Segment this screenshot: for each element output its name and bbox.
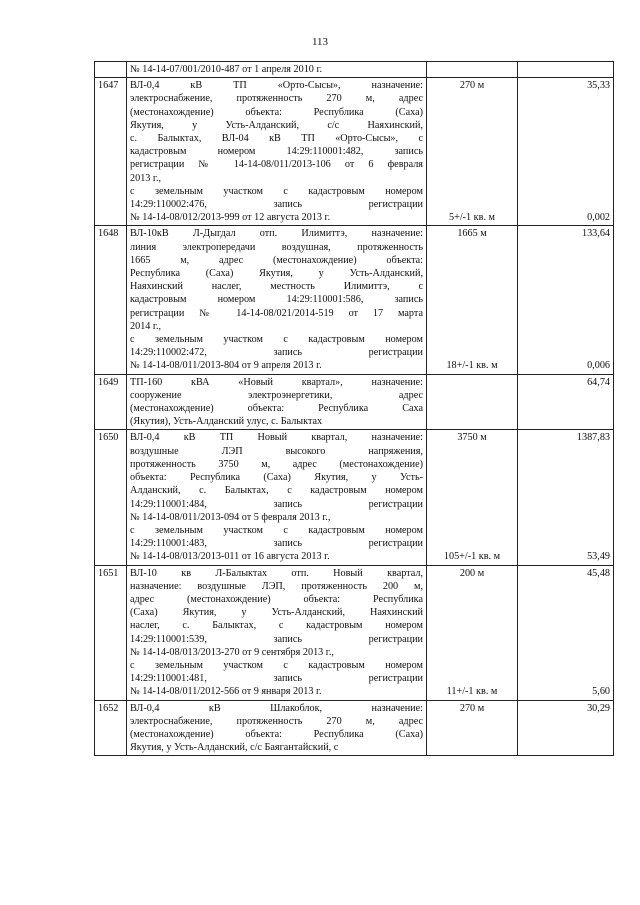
table-row	[95, 62, 614, 78]
object-description	[127, 78, 427, 226]
description-line: № 14-14-07/001/2010-487 от 1 апреля 2010 г.	[130, 64, 323, 75]
table-row	[95, 700, 614, 756]
extent-cell	[427, 430, 518, 565]
extent-land-plot: 105+/-1 кв. м	[443, 551, 501, 563]
description-line: 14:29:110001:483, запись регистрации	[130, 538, 423, 550]
value-land-plot: 0,002	[587, 212, 610, 224]
description-line: с земельным участком с кадастровым номером	[130, 334, 423, 346]
value: 30,29	[587, 702, 610, 714]
row-number	[95, 62, 127, 78]
description-line: 14:29:110001:481, запись регистрации	[130, 673, 423, 685]
description-line: линия электропередачи воздушная, протяженность	[130, 241, 423, 253]
description-line: № 14-14-08/013/2013-270 от 9 сентября 2013 г.,	[130, 646, 334, 658]
description-line: протяженность 3750 м, адрес (местонахождение)	[130, 458, 423, 470]
extent: 1665 м	[457, 228, 487, 240]
description-line: 14:29:110001:539, запись регистрации	[130, 633, 423, 645]
value-cell	[518, 374, 614, 430]
extent-cell	[427, 565, 518, 700]
value-land-plot: 5,60	[592, 686, 610, 698]
value: 133,64	[581, 228, 610, 240]
row-number: 1647	[95, 78, 127, 226]
table-row	[95, 565, 614, 700]
row-number: 1652	[95, 700, 127, 756]
description-line: регистрации № 14-14-08/021/2014-519 от 17 марта	[130, 307, 423, 319]
description-line: ВЛ-10 кв Л-Балыктах отп. Новый квартал,	[130, 567, 423, 579]
description-line: (Якутия), Усть-Алданский улус, с. Балыктах	[130, 416, 323, 428]
value: 1387,83	[576, 432, 610, 444]
description-line: с. Балыктах, ВЛ-04 кВ ТП «Орто-Сысы», с	[130, 133, 423, 145]
description-line: № 14-14-08/011/2013-804 от 9 апреля 2013 г.	[130, 360, 322, 372]
value-land-plot: 0,006	[587, 360, 610, 372]
extent-cell	[427, 700, 518, 756]
description-line: (местонахождение) объекта: Республика (Саха)	[130, 728, 423, 740]
object-description	[127, 565, 427, 700]
value: 45,48	[587, 567, 610, 579]
description-line: № 14-14-08/011/2012-566 от 9 января 2013 г.	[130, 686, 322, 698]
description-line: 2013 г.,	[130, 172, 162, 184]
description-line: ВЛ-0,4 кВ ТП «Орто-Сысы», назначение:	[130, 80, 423, 92]
description-line: Якутия, у Усть-Алданский, с/с Наяхинский,	[130, 119, 423, 131]
table-row	[95, 374, 614, 430]
extent: 270 м	[459, 702, 485, 714]
registry-table	[94, 61, 614, 756]
description-line: наслег, с. Балыктах, с кадастровым номером	[130, 620, 423, 632]
value-cell	[518, 226, 614, 374]
value-land-plot: 53,49	[587, 551, 610, 563]
extent: 200 м	[459, 567, 485, 579]
description-line: ВЛ-0,4 кВ ТП Новый квартал, назначение:	[130, 432, 423, 444]
description-line: сооружение электроэнергетики, адрес	[130, 389, 423, 401]
extent-cell	[427, 62, 518, 78]
description-line: с земельным участком с кадастровым номером	[130, 659, 423, 671]
table-row	[95, 226, 614, 374]
object-description	[127, 700, 427, 756]
extent-land-plot: 5+/-1 кв. м	[448, 212, 495, 224]
registry-body	[95, 62, 614, 756]
table-row	[95, 78, 614, 226]
description-line: электроснабжение, протяженность 270 м, адрес	[130, 715, 423, 727]
description-line: 14:29:110001:484, запись регистрации	[130, 498, 423, 510]
value-cell	[518, 78, 614, 226]
description-line: Наяхинский наслег, местность Илимиттэ, с	[130, 281, 423, 293]
value: 64,74	[587, 376, 610, 388]
extent	[430, 63, 514, 76]
extent-cell	[427, 374, 518, 430]
value-cell	[518, 430, 614, 565]
row-number: 1649	[95, 374, 127, 430]
description-line: кадастровым номером 14:29:110001:482, запись	[130, 146, 423, 158]
row-number: 1650	[95, 430, 127, 565]
description-line: Якутия, у Усть-Алданский, с/с Баягантайский, с	[130, 742, 339, 754]
description-line: Республика (Саха) Якутия, у Усть-Алданский,	[130, 268, 423, 280]
extent: 270 м	[459, 80, 485, 92]
extent: 3750 м	[457, 432, 487, 444]
extent-land-plot: 11+/-1 кв. м	[446, 686, 498, 698]
description-line: (Саха) Якутия, у Усть-Алданский, Наяхинский	[130, 607, 423, 619]
description-line: № 14-14-08/012/2013-999 от 12 августа 2013 г.	[130, 212, 331, 224]
description-line: 1665 м, адрес (местонахождение) объекта:	[130, 254, 423, 266]
extent-land-plot: 18+/-1 кв. м	[446, 360, 498, 372]
object-description	[127, 430, 427, 565]
object-description	[127, 374, 427, 430]
description-line: назначение: воздушные ЛЭП, протяженность 200 м,	[130, 580, 423, 592]
description-line: воздушные ЛЭП высокого напряжения,	[130, 445, 423, 457]
description-line: (местонахождение) объекта: Республика (Саха)	[130, 106, 423, 118]
value	[521, 63, 610, 76]
description-line: ТП-160 кВА «Новый квартал», назначение:	[130, 376, 423, 388]
description-line: адрес (местонахождение) объекта: Республика	[130, 593, 423, 605]
description-line: электроснабжение, протяженность 270 м, адрес	[130, 93, 423, 105]
value-cell	[518, 700, 614, 756]
object-description	[127, 62, 427, 78]
extent-cell	[427, 78, 518, 226]
description-line: (местонахождение) объекта: Республика Саха	[130, 403, 423, 415]
description-line: с земельным участком с кадастровым номером	[130, 185, 423, 197]
page-number: 113	[311, 36, 329, 48]
value-cell	[518, 62, 614, 78]
object-description	[127, 226, 427, 374]
description-line: № 14-14-08/013/2013-011 от 16 августа 2013 г.	[130, 551, 330, 563]
extent	[430, 376, 514, 389]
row-number: 1651	[95, 565, 127, 700]
description-line: № 14-14-08/011/2013-094 от 5 февраля 2013 г.,	[130, 511, 331, 523]
description-line: ВЛ-0,4 кВ Шлакоблок, назначение:	[130, 702, 423, 714]
description-line: кадастровым номером 14:29:110001:586, запись	[130, 294, 423, 306]
row-number: 1648	[95, 226, 127, 374]
description-line: с земельным участком с кадастровым номером	[130, 524, 423, 536]
description-line: 2014 г.,	[130, 320, 162, 332]
description-line: Алданский, с. Балыктах, с кадастровым номером	[130, 485, 423, 497]
table-row	[95, 430, 614, 565]
description-line: ВЛ-10кВ Л-Дыгдал отп. Илимиттэ, назначение:	[130, 228, 423, 240]
description-line: 14:29:110002:472, запись регистрации	[130, 347, 423, 359]
value-cell	[518, 565, 614, 700]
description-line: объекта: Республика (Саха) Якутия, у Усть-	[130, 472, 423, 484]
extent-cell	[427, 226, 518, 374]
description-line: 14:29:110002:476, запись регистрации	[130, 199, 423, 211]
description-line: регистрации № 14-14-08/011/2013-106 от 6 февраля	[130, 159, 423, 171]
value: 35,33	[587, 80, 610, 92]
